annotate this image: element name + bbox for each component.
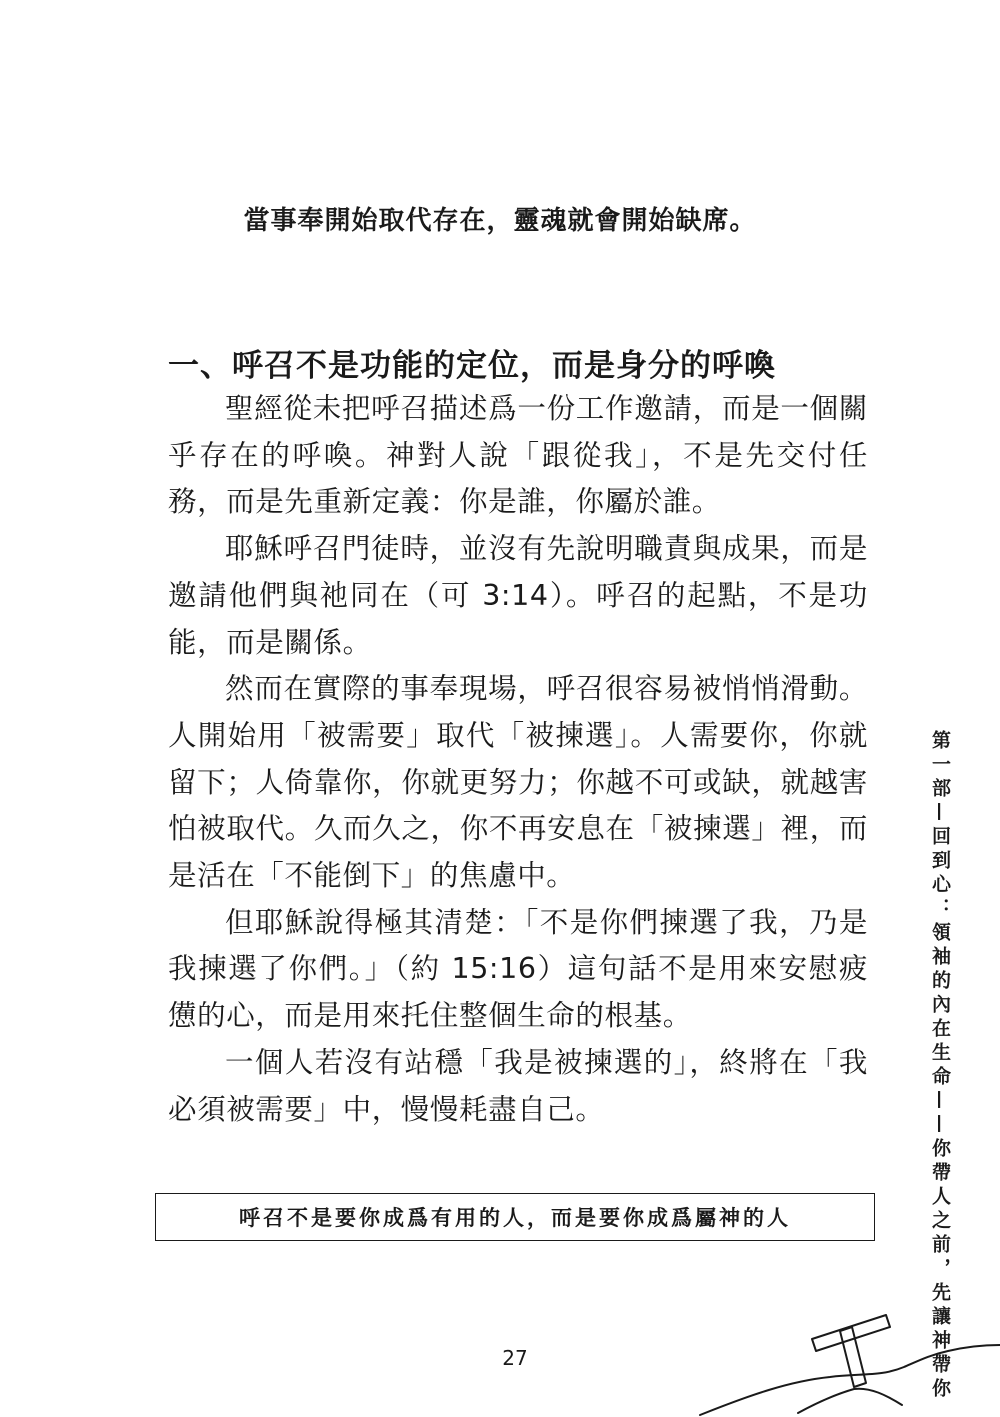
top-quote: 當事奉開始取代存在，靈魂就會開始缺席。 [243, 206, 757, 236]
hill-line [700, 1345, 1000, 1415]
cross-beam [812, 1315, 890, 1351]
page-number: 27 [502, 1346, 528, 1370]
running-title: 第一部—回到心：領袖的內在生命——你帶人之前，先讓神帶你 [929, 730, 951, 1402]
paragraph: 耶穌呼召門徒時，並沒有先說明職責與成果，而是邀請他們與祂同在（可 3:14）。呼召的起點，不是功能，而是關係。 [168, 532, 868, 659]
section-heading: 一、呼召不是功能的定位，而是身分的呼喚 [168, 348, 776, 384]
cross-on-hill-icon [680, 1305, 1000, 1417]
paragraph: 聖經從未把呼召描述爲一份工作邀請，而是一個關乎存在的呼喚。神對人說「跟從我」，不是先交付任務，而是先重新定義：你是誰，你屬於誰。 [168, 392, 868, 519]
callout-box [155, 1193, 875, 1241]
paragraph: 然而在實際的事奉現場，呼召很容易被悄悄滑動。人開始用「被需要」取代「被揀選」。人需要你，你就留下；人倚靠你，你就更努力；你越不可或缺，就越害怕被取代。久而久之，你不再安息在「被揀選」裡，而是活在「不能倒下」的焦慮中。 [168, 672, 868, 893]
body-text [168, 386, 868, 1133]
callout-text: 呼召不是要你成爲有用的人，而是要你成爲屬神的人 [239, 1205, 791, 1230]
ground-line [798, 1389, 902, 1413]
paragraph: 但耶穌說得極其清楚：「不是你們揀選了我，乃是我揀選了你們。」（約 15:16）這句話不是用來安慰疲憊的心，而是用來托住整個生命的根基。 [168, 905, 868, 1033]
paragraph: 一個人若沒有站穩「我是被揀選的」，終將在「我必須被需要」中，慢慢耗盡自己。 [168, 1045, 868, 1126]
